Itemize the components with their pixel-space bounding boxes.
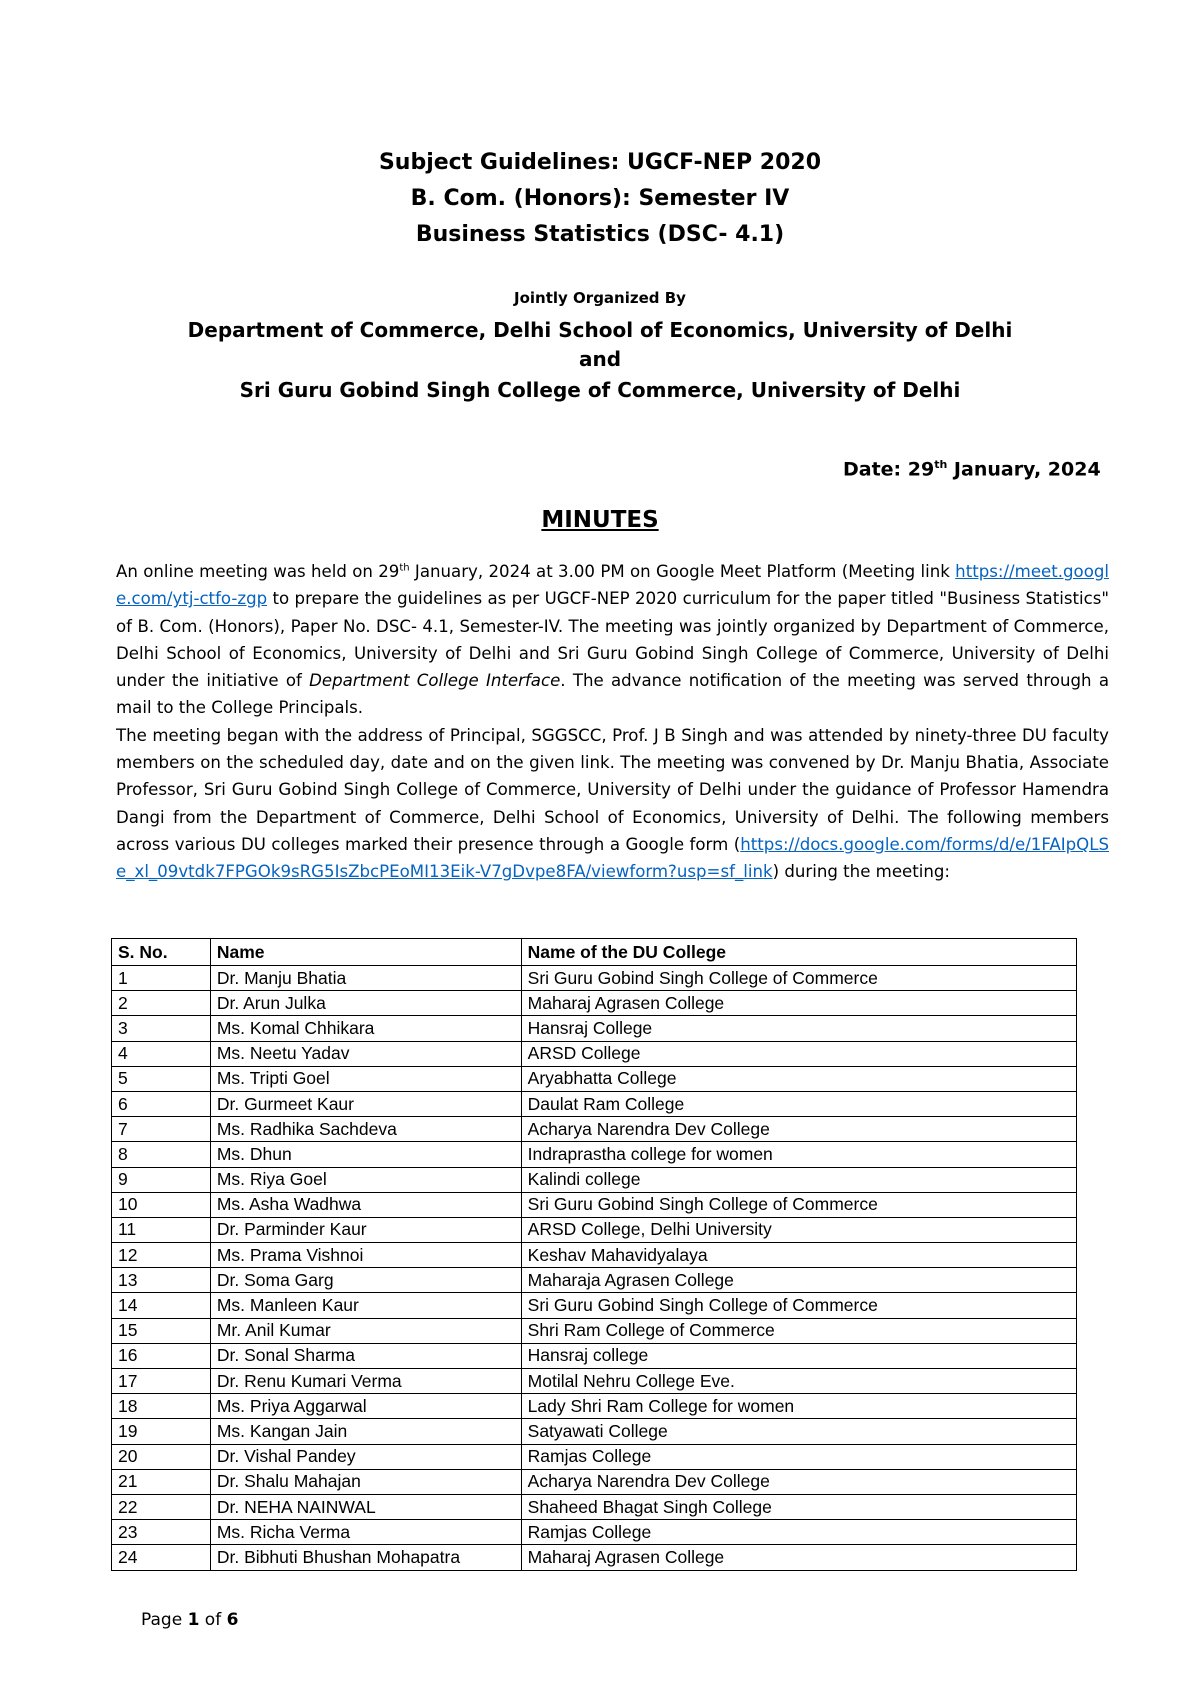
cell-member-name: Dr. Shalu Mahajan xyxy=(210,1469,521,1494)
cell-member-name: Dr. Bibhuti Bhushan Mohapatra xyxy=(210,1545,521,1570)
table-row xyxy=(112,1469,1077,1494)
cell-college: Lady Shri Ram College for women xyxy=(521,1394,1076,1419)
cell-member-name: Ms. Richa Verma xyxy=(210,1520,521,1545)
cell-sno: 11 xyxy=(112,1217,211,1242)
cell-sno: 20 xyxy=(112,1444,211,1469)
organizer-1: Department of Commerce, Delhi School of Economics, University of Delhi xyxy=(187,318,1013,342)
cell-sno: 9 xyxy=(112,1167,211,1192)
cell-college: Maharaj Agrasen College xyxy=(521,991,1076,1016)
cell-college: Maharaj Agrasen College xyxy=(521,1545,1076,1570)
table-row xyxy=(112,1318,1077,1343)
paragraph-meeting-details: An online meeting was held on 29th January, 2024 at 3.00 PM on Google Meet Platform (Meeting link https://meet.google.com/ytj-ctfo-zgp to prepare the guidelines as per UGCF-NEP 2020 curriculum for the paper titled "Business Statistics" of B. Com. (Honors), Paper No. DSC- 4.1, Semester-IV. The meeting was jointly organized by Department of Commerce, Delhi School of Economics, University of Delhi and Sri Guru Gobind Singh College of Commerce, University of Delhi under the initiative of Department College Interface. The advance notification of the meeting was served through a mail to the College Principals. xyxy=(116,562,1109,718)
cell-sno: 24 xyxy=(112,1545,211,1570)
cell-college: Sri Guru Gobind Singh College of Commerce xyxy=(521,1293,1076,1318)
title-line-2: B. Com. (Honors): Semester IV xyxy=(410,186,790,211)
meeting-date: Date: 29th January, 2024 xyxy=(843,458,1101,481)
table-row xyxy=(112,1142,1077,1167)
cell-member-name: Dr. Sonal Sharma xyxy=(210,1343,521,1368)
google-form-link[interactable]: https://docs.google.com/forms/d/e/1FAIpQLSe_xl_09vtdk7FPGOk9sRG5IsZbcPEoMI13Eik-V7gDvpe8FA/viewform?usp=sf_link xyxy=(116,834,1109,882)
cell-college: Aryabhatta College xyxy=(521,1066,1076,1091)
table-row xyxy=(112,1268,1077,1293)
cell-member-name: Ms. Manleen Kaur xyxy=(210,1293,521,1318)
cell-sno: 3 xyxy=(112,1016,211,1041)
minutes-heading: MINUTES xyxy=(541,507,659,533)
cell-member-name: Dr. Soma Garg xyxy=(210,1268,521,1293)
cell-sno: 6 xyxy=(112,1091,211,1116)
meet-link[interactable]: https://meet.google.com/ytj-ctfo-zgp xyxy=(116,562,1109,609)
cell-college: Motilal Nehru College Eve. xyxy=(521,1369,1076,1394)
cell-sno: 7 xyxy=(112,1117,211,1142)
cell-college: Hansraj College xyxy=(521,1016,1076,1041)
table-row xyxy=(112,1494,1077,1519)
cell-member-name: Dr. Vishal Pandey xyxy=(210,1444,521,1469)
table-row xyxy=(112,1520,1077,1545)
cell-member-name: Ms. Kangan Jain xyxy=(210,1419,521,1444)
members-table xyxy=(111,938,1077,1571)
cell-college: Hansraj college xyxy=(521,1343,1076,1368)
cell-college: Daulat Ram College xyxy=(521,1091,1076,1116)
table-row xyxy=(112,1394,1077,1419)
cell-college: Kalindi college xyxy=(521,1167,1076,1192)
table-row xyxy=(112,1091,1077,1116)
table-row xyxy=(112,991,1077,1016)
cell-sno: 10 xyxy=(112,1192,211,1217)
cell-sno: 15 xyxy=(112,1318,211,1343)
cell-college: Ramjas College xyxy=(521,1520,1076,1545)
cell-sno: 4 xyxy=(112,1041,211,1066)
jointly-organized-label: Jointly Organized By xyxy=(514,289,686,307)
cell-sno: 2 xyxy=(112,991,211,1016)
cell-member-name: Ms. Asha Wadhwa xyxy=(210,1192,521,1217)
cell-member-name: Ms. Neetu Yadav xyxy=(210,1041,521,1066)
cell-college: Shaheed Bhagat Singh College xyxy=(521,1494,1076,1519)
cell-member-name: Ms. Radhika Sachdeva xyxy=(210,1117,521,1142)
cell-sno: 12 xyxy=(112,1243,211,1268)
cell-college: ARSD College, Delhi University xyxy=(521,1217,1076,1242)
table-row xyxy=(112,1117,1077,1142)
table-row xyxy=(112,1343,1077,1368)
header-name: Name xyxy=(210,939,521,966)
cell-member-name: Dr. NEHA NAINWAL xyxy=(210,1494,521,1519)
cell-college: Satyawati College xyxy=(521,1419,1076,1444)
page-number: Page 1 of 6 xyxy=(141,1610,239,1630)
title-line-3: Business Statistics (DSC- 4.1) xyxy=(415,222,785,247)
header-sno: S. No. xyxy=(112,939,211,966)
cell-college: Sri Guru Gobind Singh College of Commerce xyxy=(521,1192,1076,1217)
cell-sno: 17 xyxy=(112,1369,211,1394)
cell-college: Sri Guru Gobind Singh College of Commerce xyxy=(521,966,1076,991)
cell-college: Maharaja Agrasen College xyxy=(521,1268,1076,1293)
cell-member-name: Dr. Gurmeet Kaur xyxy=(210,1091,521,1116)
table-row xyxy=(112,1167,1077,1192)
table-row xyxy=(112,1192,1077,1217)
cell-member-name: Ms. Dhun xyxy=(210,1142,521,1167)
cell-college: Acharya Narendra Dev College xyxy=(521,1117,1076,1142)
cell-sno: 23 xyxy=(112,1520,211,1545)
cell-sno: 1 xyxy=(112,966,211,991)
table-row xyxy=(112,1217,1077,1242)
table-header-row xyxy=(112,939,1077,966)
cell-sno: 14 xyxy=(112,1293,211,1318)
table-row xyxy=(112,1545,1077,1570)
cell-member-name: Ms. Riya Goel xyxy=(210,1167,521,1192)
cell-sno: 21 xyxy=(112,1469,211,1494)
cell-member-name: Ms. Tripti Goel xyxy=(210,1066,521,1091)
cell-member-name: Ms. Priya Aggarwal xyxy=(210,1394,521,1419)
cell-member-name: Mr. Anil Kumar xyxy=(210,1318,521,1343)
cell-sno: 18 xyxy=(112,1394,211,1419)
cell-college: Shri Ram College of Commerce xyxy=(521,1318,1076,1343)
cell-college: Acharya Narendra Dev College xyxy=(521,1469,1076,1494)
cell-member-name: Dr. Manju Bhatia xyxy=(210,966,521,991)
cell-college: Keshav Mahavidyalaya xyxy=(521,1243,1076,1268)
cell-college: Ramjas College xyxy=(521,1444,1076,1469)
table-row xyxy=(112,966,1077,991)
table-row xyxy=(112,1041,1077,1066)
title-line-1: Subject Guidelines: UGCF-NEP 2020 xyxy=(378,150,822,175)
table-row xyxy=(112,1444,1077,1469)
cell-sno: 19 xyxy=(112,1419,211,1444)
cell-member-name: Dr. Renu Kumari Verma xyxy=(210,1369,521,1394)
table-row xyxy=(112,1243,1077,1268)
table-row xyxy=(112,1016,1077,1041)
cell-member-name: Dr. Parminder Kaur xyxy=(210,1217,521,1242)
cell-sno: 16 xyxy=(112,1343,211,1368)
table-row xyxy=(112,1066,1077,1091)
table-row xyxy=(112,1419,1077,1444)
header-college: Name of the DU College xyxy=(521,939,1076,966)
cell-sno: 22 xyxy=(112,1494,211,1519)
cell-sno: 5 xyxy=(112,1066,211,1091)
table-row xyxy=(112,1293,1077,1318)
initiative-name: Department College Interface xyxy=(309,671,561,691)
paragraph-attendance: The meeting began with the address of Principal, SGGSCC, Prof. J B Singh and was attended by ninety-three DU faculty members on the scheduled day, date and on the given link. The meeting was convened by Dr. Manju Bhatia, Associate Professor, Sri Guru Gobind Singh College of Commerce, University of Delhi under the guidance of Professor Hamendra Dangi from the Department of Commerce, Delhi School of Economics, University of Delhi. The following members across various DU colleges marked their presence through a Google form (https://docs.google.com/forms/d/e/1FAIpQLSe_xl_09vtdk7FPGOk9sRG5IsZbcPEoMI13Eik-V7gDvpe8FA/viewform?usp=sf_link) during the meeting: xyxy=(116,725,1109,882)
cell-sno: 8 xyxy=(112,1142,211,1167)
cell-member-name: Ms. Komal Chhikara xyxy=(210,1016,521,1041)
table-row xyxy=(112,1369,1077,1394)
organizer-2: Sri Guru Gobind Singh College of Commerce, University of Delhi xyxy=(239,378,961,402)
minutes-body xyxy=(116,558,1109,886)
cell-college: ARSD College xyxy=(521,1041,1076,1066)
cell-sno: 13 xyxy=(112,1268,211,1293)
cell-member-name: Ms. Prama Vishnoi xyxy=(210,1243,521,1268)
cell-member-name: Dr. Arun Julka xyxy=(210,991,521,1016)
and-label: and xyxy=(578,347,622,371)
cell-college: Indraprastha college for women xyxy=(521,1142,1076,1167)
